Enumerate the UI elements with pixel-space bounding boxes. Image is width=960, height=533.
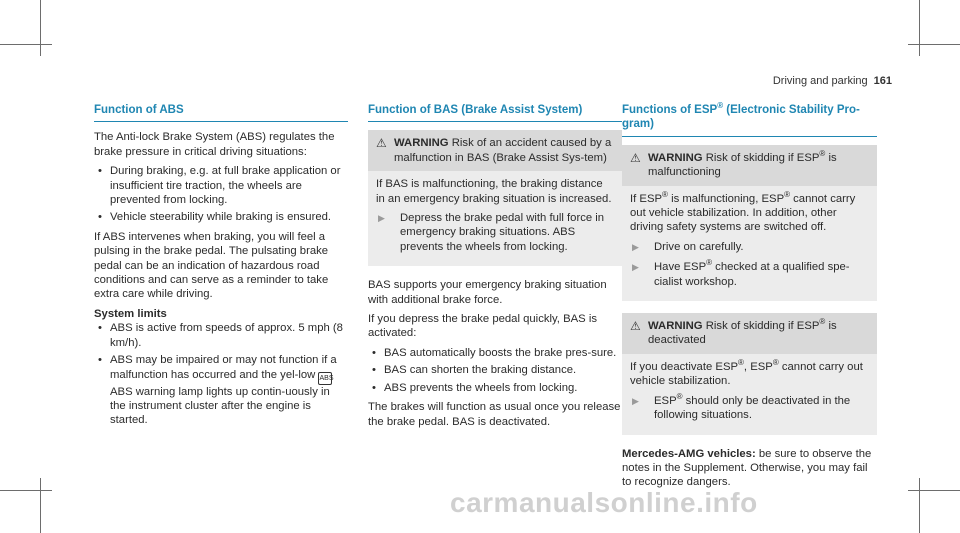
limit-text: ABS warning lamp lights up contin-uously in the instrument cluster after the engine is started.	[110, 385, 330, 427]
step	[630, 240, 869, 254]
arrow-right-icon: ▶	[632, 262, 639, 273]
crop-mark	[908, 490, 960, 491]
warning-text: Risk of an accident caused by a malfunction in BAS (Brake Assist Sys-tem)	[394, 137, 612, 164]
arrow-right-icon: ▶	[378, 213, 385, 224]
abs-bullets	[94, 164, 348, 225]
system-limits-heading: System limits	[94, 307, 167, 320]
text: is malfunctioning, ESP	[667, 192, 785, 205]
warning-text: is deactivated	[648, 320, 837, 347]
text: , ESP	[743, 360, 773, 373]
text: cannot carry out vehicle stabilization.	[630, 360, 863, 388]
warning-body	[622, 186, 877, 301]
warning-text: Risk of skidding if ESP	[705, 320, 820, 333]
list-item: • ABS prevents the wheels from locking.	[368, 381, 622, 395]
amg-text: be sure to observe the notes in the Supplement. Otherwise, you may fail to recognize dangers.	[622, 447, 872, 489]
warning-box	[368, 130, 622, 266]
text: cannot carry out vehicle stabilization. In addition, other driving safety systems are switched off.	[630, 192, 856, 234]
text: Have ESP	[654, 261, 707, 274]
list-item: • BAS automatically boosts the brake pres-sure.	[368, 346, 622, 360]
warning-label: WARNING	[648, 320, 703, 333]
page-header	[773, 74, 892, 88]
warning-body-text: If BAS is malfunctioning, the braking distance in an emergency braking situation is increased.	[376, 178, 612, 205]
arrow-right-icon: ▶	[632, 395, 639, 406]
registered-mark: ®	[662, 189, 668, 199]
list-item: • ABS is active from speeds of approx. 5 mph (8 km/h).	[94, 321, 348, 350]
step-text: Drive on carefully.	[654, 240, 744, 253]
warning-body	[368, 171, 622, 266]
column-bas	[368, 103, 622, 434]
step	[630, 260, 869, 289]
crop-mark	[919, 0, 920, 56]
abs-warning-lamp-icon: ABS	[318, 372, 332, 385]
amg-note	[622, 447, 877, 490]
text: If ESP	[630, 192, 663, 205]
crop-mark	[908, 44, 960, 45]
warning-body-text	[630, 189, 869, 235]
registered-mark: ®	[772, 358, 779, 368]
bas-paragraph: If you depress the brake pedal quickly, BAS is activated:	[368, 313, 597, 340]
list-item: • During braking, e.g. at full brake application or insufficient tire traction, the wheels are prevented from locking.	[94, 164, 348, 207]
crop-mark	[0, 44, 52, 45]
crop-mark	[40, 0, 41, 56]
warning-body-text	[630, 360, 869, 389]
arrow-right-icon: ▶	[632, 241, 639, 252]
crop-mark	[919, 478, 920, 533]
warning-triangle-icon: ⚠	[376, 136, 387, 151]
bas-paragraph: BAS supports your emergency braking situation with additional brake force.	[368, 279, 607, 306]
warning-header	[368, 130, 622, 171]
esp-heading	[622, 103, 877, 137]
list-item	[94, 353, 348, 428]
amg-label: Mercedes-AMG vehicles:	[622, 447, 756, 460]
warning-body	[622, 354, 877, 435]
abs-intro: The Anti-lock Brake System (ABS) regulates the brake pressure in critical driving situations:	[94, 131, 335, 158]
registered-mark: ®	[784, 189, 791, 199]
page-number: 161	[873, 75, 892, 87]
watermark: carmanualsonline.info	[450, 487, 758, 518]
limit-text: ABS may be impaired or may not function if a malfunction has occurred and the yel-low	[110, 354, 337, 381]
abs-paragraph: If ABS intervenes when braking, you will feel a pulsing in the brake pedal. The pulsating brake pedal can be an indication of hazardous road conditions and can serve as a reminder to take extra care while driving.	[94, 230, 329, 301]
column-abs	[94, 103, 348, 433]
warning-box	[622, 145, 877, 301]
warning-text: is malfunctioning	[648, 151, 837, 179]
warning-label: WARNING	[394, 137, 449, 150]
registered-mark: ®	[676, 391, 683, 401]
warning-header	[622, 313, 877, 354]
section-title: Driving and parking	[772, 75, 868, 87]
warning-box	[622, 313, 877, 434]
list-item: • BAS can shorten the braking distance.	[368, 363, 622, 377]
registered-mark: ®	[819, 317, 826, 327]
abs-heading: Function of ABS	[94, 103, 348, 122]
step-text	[654, 391, 869, 423]
bas-paragraph: The brakes will function as usual once you release the brake pedal. BAS is deactivated.	[368, 401, 621, 428]
warning-headline	[394, 136, 614, 165]
text: If you deactivate ESP	[630, 360, 739, 373]
column-esp	[622, 103, 877, 495]
limits-bullets	[94, 321, 348, 427]
bas-heading: Function of BAS (Brake Assist System)	[368, 103, 622, 122]
heading-text: Functions of ESP	[622, 104, 718, 116]
list-item: • Vehicle steerability while braking is ensured.	[94, 210, 348, 224]
step-text	[654, 260, 869, 289]
registered-mark: ®	[706, 258, 713, 268]
warning-triangle-icon: ⚠	[630, 150, 641, 165]
crop-mark	[40, 478, 41, 533]
warning-text: Risk of skidding if ESP	[705, 151, 820, 164]
warning-headline	[648, 151, 869, 180]
text: checked at a qualified spe-cialist workshop.	[654, 261, 850, 288]
warning-triangle-icon: ⚠	[630, 319, 641, 334]
heading-text: (Electronic Stability Pro-gram)	[622, 104, 860, 131]
step	[630, 391, 869, 423]
warning-header	[622, 145, 877, 186]
crop-mark	[0, 490, 52, 491]
text: ESP	[654, 394, 677, 407]
registered-mark: ®	[819, 149, 826, 159]
step	[376, 211, 614, 254]
bas-bullets	[368, 346, 622, 395]
text: should only be deactivated in the following situations.	[654, 394, 851, 422]
registered-mark: ®	[717, 101, 724, 111]
warning-label: WARNING	[648, 151, 703, 164]
step-text: Depress the brake pedal with full force in emergency braking situations. ABS prevents the wheels from locking.	[400, 212, 605, 253]
registered-mark: ®	[738, 358, 744, 368]
warning-headline	[648, 319, 869, 348]
